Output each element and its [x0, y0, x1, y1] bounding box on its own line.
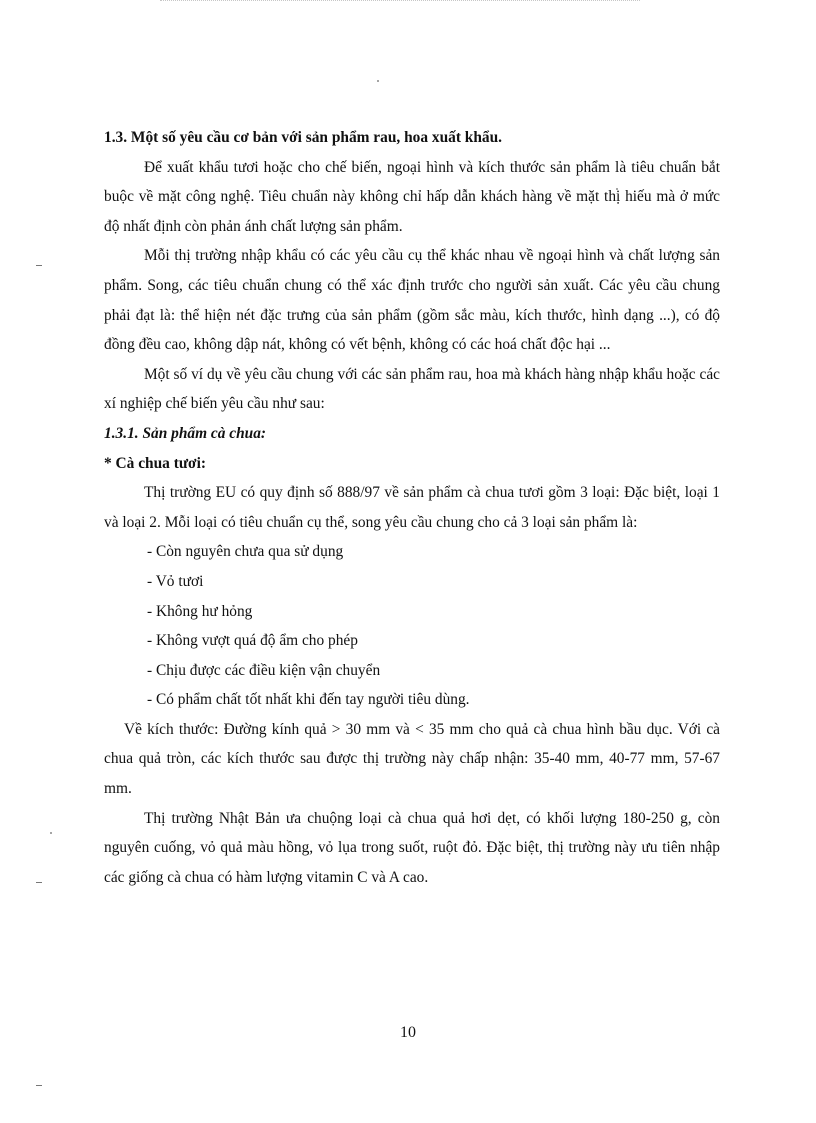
margin-mark	[36, 882, 42, 883]
paragraph-market-requirements: Mỗi thị trường nhập khẩu có các yêu cầu cụ thể khác nhau về ngoại hình và chất lượng sản phẩm. Song, các tiêu chuẩn chung có thể xác định trước cho người sản xuất. Các yêu cầu chung phải đạt là: thể hiện nét đặc trưng của sản phẩm (gồm sắc màu, kích thước, hình dạng ...), có độ đồng đều cao, không dập nát, không có vết bệnh, không có các hoá chất độc hại ...	[104, 247, 720, 354]
subsection-title: 1.3.1. Sản phẩm cà chua:	[104, 424, 267, 442]
margin-mark	[36, 1085, 42, 1086]
section-heading: 1.3. Một số yêu cầu cơ bản với sản phẩm rau, hoa xuất khẩu.	[104, 129, 503, 146]
scan-speck	[50, 832, 52, 834]
paragraph-japan: Thị trường Nhật Bản ưa chuộng loại cà chua quả hơi dẹt, có khối lượng 180-250 g, còn nguyên cuống, vỏ quả màu hồng, vỏ lụa trong suốt, ruột đỏ. Đặc biệt, thị trường này ưu tiên nhập các giống cà chua có hàm lượng vitamin C và A cao.	[104, 809, 720, 886]
list-item: - Vỏ tươi	[147, 572, 204, 590]
margin-mark	[36, 265, 42, 266]
paragraph-intro: Để xuất khẩu tươi hoặc cho chế biến, ngoại hình và kích thước sản phẩm là tiêu chuẩn bắt buộc về mặt công nghệ. Tiêu chuẩn này không chỉ hấp dẫn khách hàng về mặt thị hiếu mà ở mức độ nhất định còn phản ánh chất lượng sản phẩm.	[104, 158, 720, 235]
body-text	[104, 123, 720, 892]
list-item: - Không vượt quá độ ẩm cho phép	[147, 632, 358, 650]
paragraph-examples: Một số ví dụ về yêu cầu chung với các sản phẩm rau, hoa mà khách hàng nhập khẩu hoặc các xí nghiệp chế biến yêu cầu như sau:	[104, 365, 720, 413]
paragraph-eu: Thị trường EU có quy định số 888/97 về sản phẩm cà chua tươi gồm 3 loại: Đặc biệt, loại 1 và loại 2. Mỗi loại có tiêu chuẩn cụ thể, song yêu cầu chung cho cả 3 loại sản phẩm là:	[104, 484, 720, 531]
scan-speck	[377, 80, 379, 82]
scan-artifact-top	[160, 0, 640, 5]
list-item: - Có phẩm chất tốt nhất khi đến tay người tiêu dùng.	[147, 691, 470, 709]
page-number: 10	[400, 1024, 416, 1041]
list-item: - Còn nguyên chưa qua sử dụng	[147, 543, 344, 561]
item-title: * Cà chua tươi:	[104, 454, 206, 472]
requirements-list	[104, 537, 720, 715]
list-item: - Không hư hỏng	[147, 602, 253, 620]
paragraph-size: Về kích thước: Đường kính quả > 30 mm và < 35 mm cho quả cà chua hình bầu dục. Với cà chua quả tròn, các kích thước sau được thị trường này chấp nhận: 35-40 mm, 40-77 mm, 57-67 mm.	[104, 720, 720, 798]
list-item: - Chịu được các điều kiện vận chuyển	[147, 661, 381, 679]
